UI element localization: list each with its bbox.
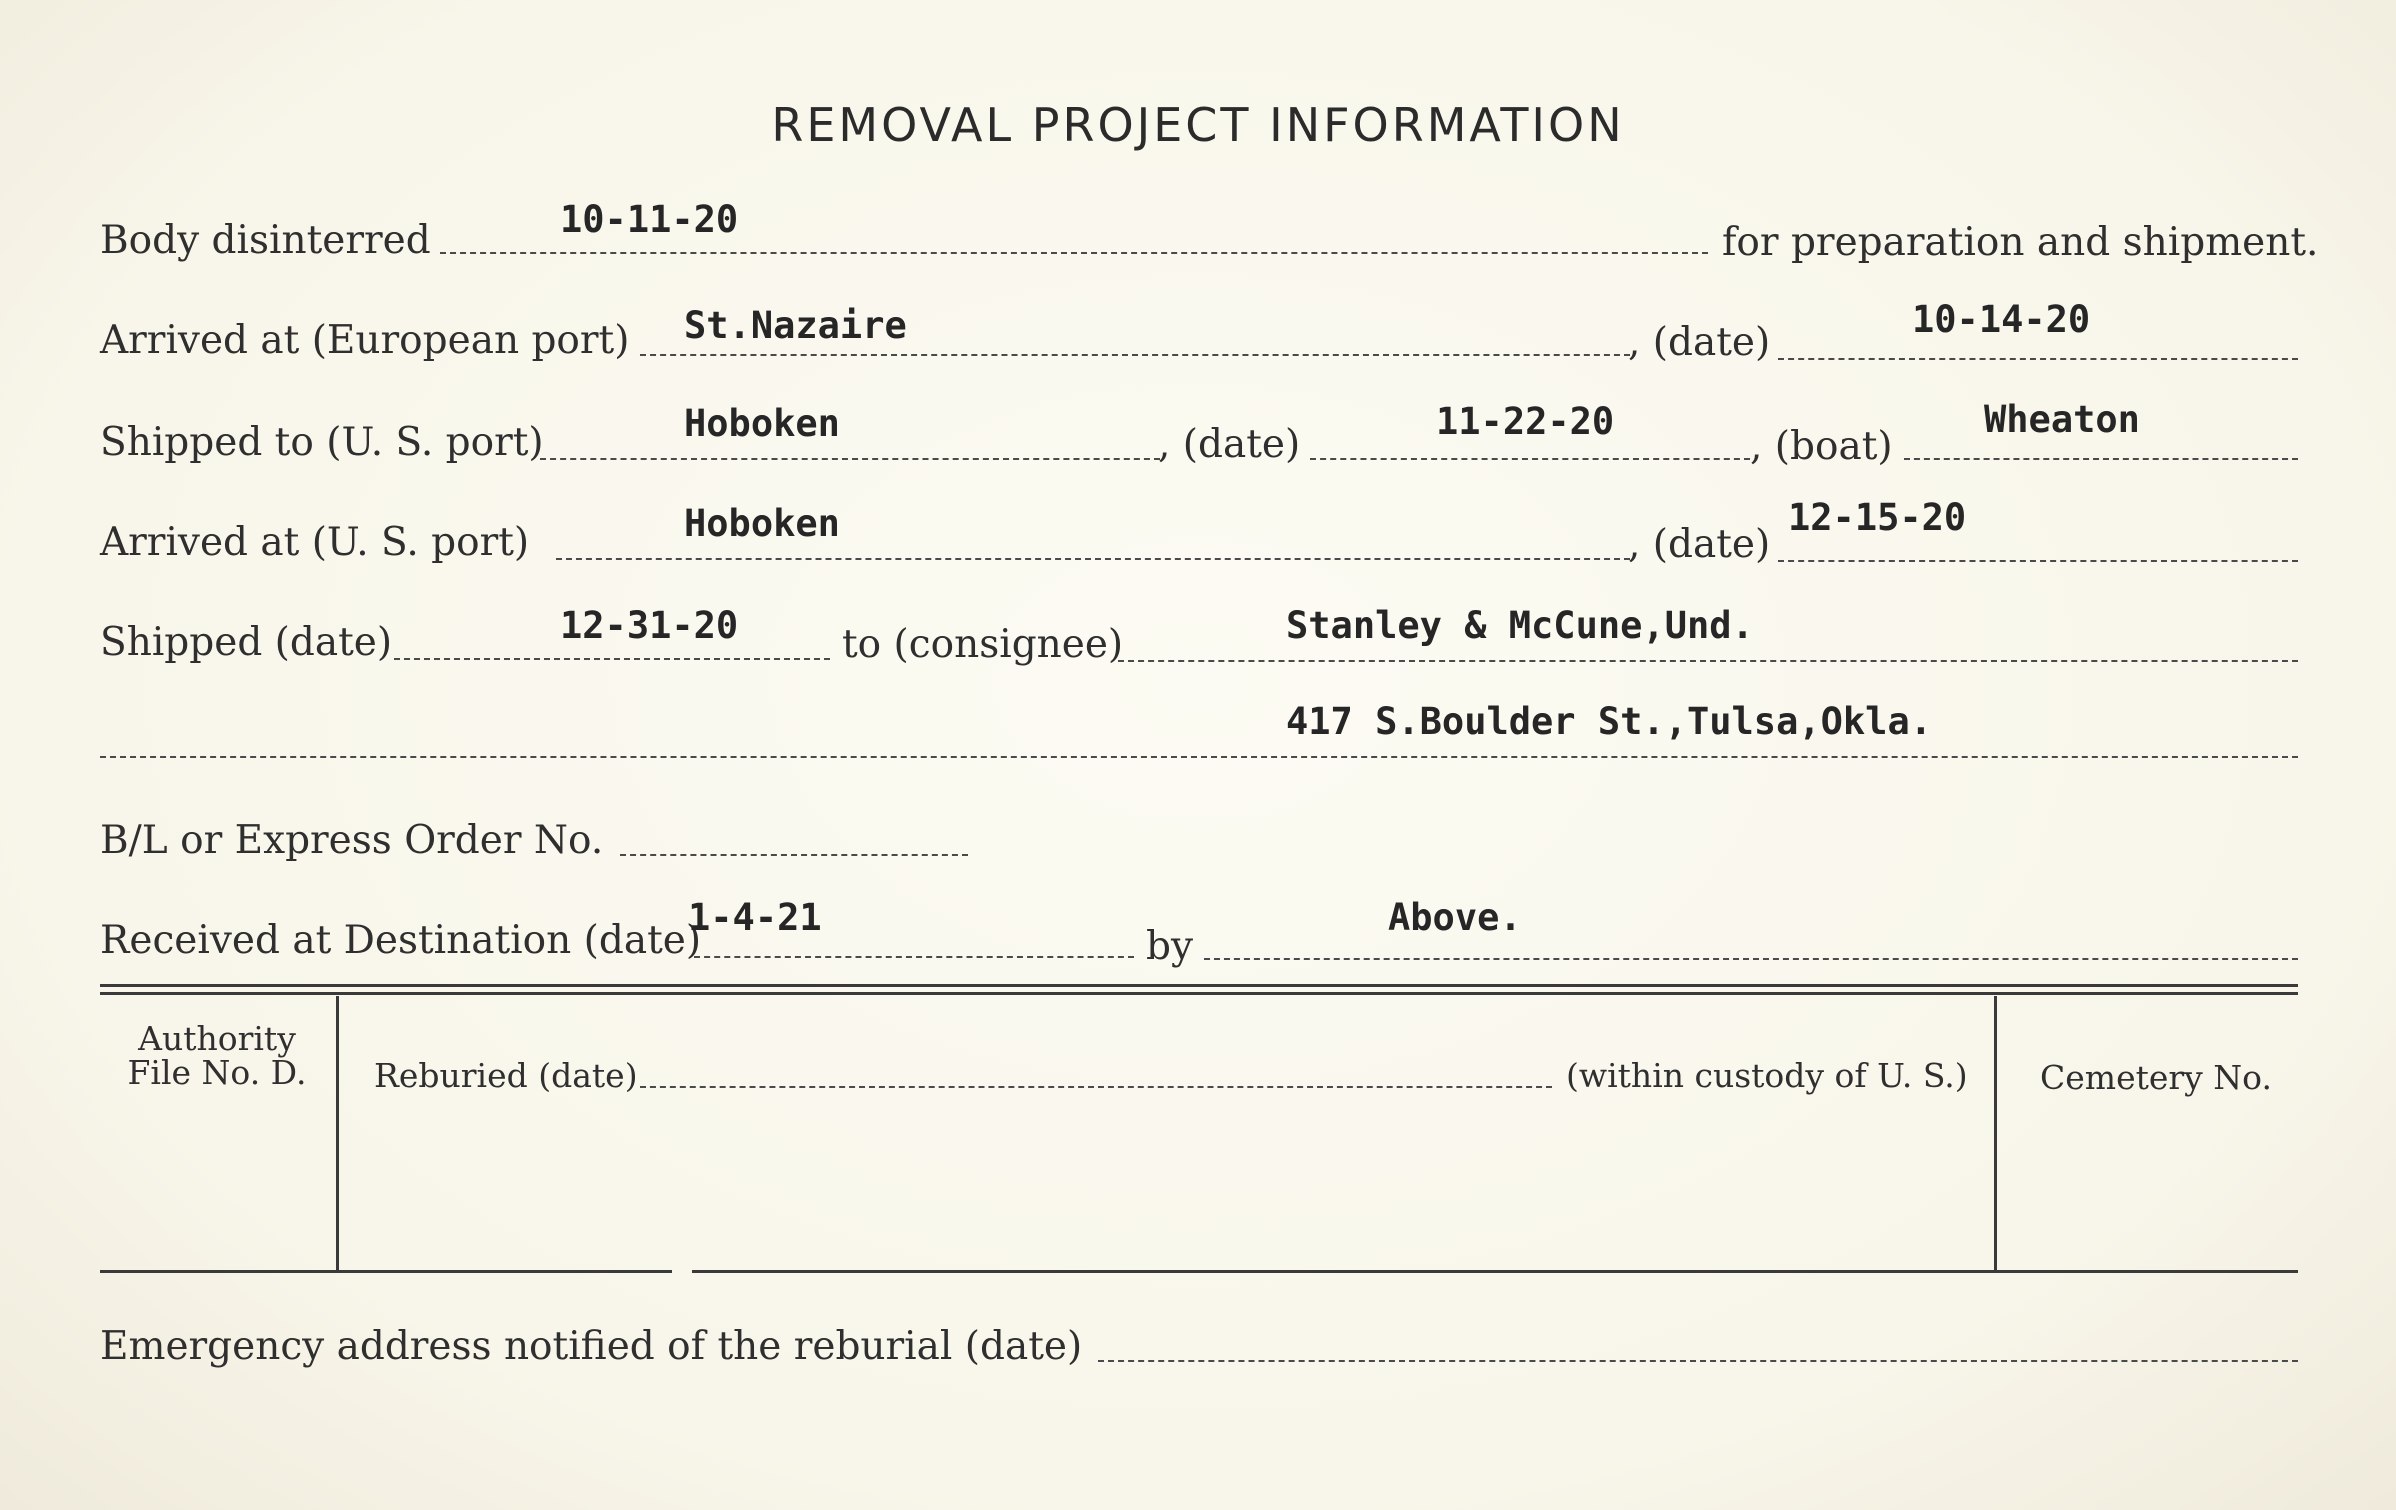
value-consignee: Stanley & McCune,Und.	[1286, 604, 1754, 647]
value-boat: Wheaton	[1984, 398, 2140, 441]
card-title: REMOVAL PROJECT INFORMATION	[771, 98, 1625, 152]
field-line-consignee-address	[100, 756, 2298, 758]
field-line-received-by	[1204, 958, 2298, 960]
table-bottom-rule-left	[100, 1270, 672, 1273]
field-line-reburied	[640, 1086, 1552, 1088]
label-shipped-date: Shipped (date)	[100, 620, 393, 665]
label-for-preparation: for preparation and shipment.	[1722, 220, 2319, 265]
value-consignee-address: 417 S.Boulder St.,Tulsa,Okla.	[1286, 700, 1933, 743]
label-shipped-us-port: Shipped to (U. S. port)	[100, 420, 544, 465]
label-authority-line2: File No. D.	[127, 1053, 307, 1092]
value-us-port-arrived: Hoboken	[684, 502, 840, 545]
label-us-port-arrived-date: , (date)	[1628, 522, 1771, 567]
label-bl-order: B/L or Express Order No.	[100, 818, 604, 863]
field-line-us-port-arrived	[556, 558, 1630, 560]
label-arrived-european: Arrived at (European port)	[100, 318, 630, 363]
label-european-date-text: (date)	[1652, 320, 1771, 365]
label-us-port-shipped-date: , (date)	[1158, 422, 1301, 467]
field-line-emergency-date	[1098, 1360, 2298, 1362]
label-authority-line1: Authority	[138, 1019, 296, 1058]
value-body-disinterred: 10-11-20	[560, 198, 739, 241]
table-divider-left	[336, 996, 339, 1272]
field-line-european-port	[640, 354, 1630, 356]
label-reburied: Reburied (date)	[374, 1056, 638, 1095]
table-top-rule-2	[100, 992, 2298, 995]
field-line-boat	[1904, 458, 2298, 460]
label-arrived-us-port: Arrived at (U. S. port)	[100, 520, 530, 565]
label-authority-file	[112, 1019, 322, 1092]
field-line-european-date	[1778, 358, 2298, 360]
label-body-disinterred: Body disinterred	[100, 218, 431, 263]
field-line-body-disinterred	[440, 252, 1708, 254]
table-divider-right	[1994, 996, 1997, 1272]
value-received-date: 1-4-21	[688, 896, 822, 939]
label-boat: , (boat)	[1750, 424, 1893, 469]
field-line-consignee	[1118, 660, 2298, 662]
label-european-date: , (date)	[1628, 320, 1771, 365]
field-line-us-port-shipped-date	[1310, 458, 1750, 460]
table-bottom-rule-right	[692, 1270, 2298, 1273]
table-top-rule-1	[100, 984, 2298, 987]
label-cemetery-no: Cemetery No.	[2040, 1058, 2272, 1097]
value-european-port: St.Nazaire	[684, 304, 907, 347]
label-within-custody: (within custody of U. S.)	[1566, 1056, 1968, 1095]
label-emergency: Emergency address notified of the reburial (date)	[100, 1324, 1083, 1369]
field-line-received-date	[694, 956, 1134, 958]
label-received: Received at Destination (date)	[100, 918, 702, 963]
field-line-us-port-shipped	[540, 458, 1160, 460]
value-shipped-date: 12-31-20	[560, 604, 739, 647]
label-by: by	[1146, 924, 1193, 969]
field-line-us-port-arrived-date	[1778, 560, 2298, 562]
field-line-bl-order	[620, 854, 968, 856]
value-european-date: 10-14-20	[1912, 298, 2091, 341]
value-received-by: Above.	[1388, 896, 1522, 939]
label-to-consignee: to (consignee)	[842, 622, 1124, 667]
field-line-shipped-date	[394, 658, 830, 660]
value-us-port-shipped: Hoboken	[684, 402, 840, 445]
value-us-port-shipped-date: 11-22-20	[1436, 400, 1615, 443]
value-us-port-arrived-date: 12-15-20	[1788, 496, 1967, 539]
